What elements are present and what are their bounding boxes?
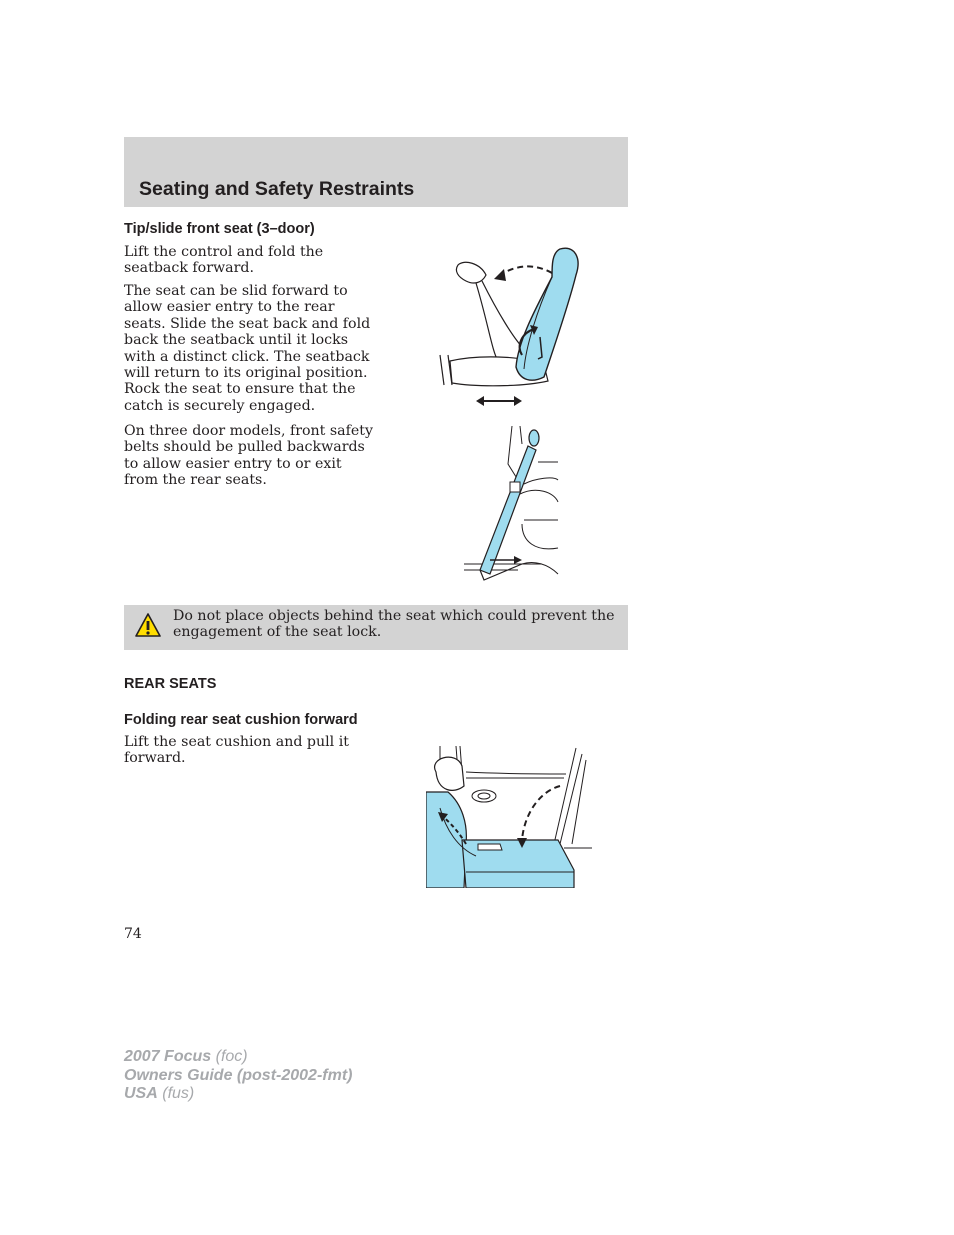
footer-line-2: Owners Guide (post-2002-fmt)	[124, 1066, 353, 1084]
footer-line-1	[124, 1048, 352, 1067]
footer-market-code: (fus)	[162, 1085, 195, 1102]
footer-model: 2007 Focus	[124, 1048, 212, 1065]
tip-slide-seat-illustration	[436, 243, 586, 408]
footer-market: USA	[124, 1085, 158, 1102]
tip-slide-paragraph-1: Lift the control and fold the seatback forward.	[124, 244, 324, 277]
page-number: 74	[124, 926, 142, 942]
warning-text: Do not place objects behind the seat which could prevent the engagement of the seat lock.	[173, 608, 615, 641]
footer	[124, 1048, 352, 1104]
warning-box	[124, 605, 628, 650]
tip-slide-paragraph-2: The seat can be slid forward to allow easier entry to the rear seats. Slide the seat back and fold back the seatback until it locks with a distinct click. The seatback will return to its original position. Rock the seat to ensure that the catch is securely engaged.	[124, 283, 371, 414]
tip-slide-paragraph-3: On three door models, front safety belts should be pulled backwards to allow easier entry to or exit from the rear seats.	[124, 423, 373, 489]
rear-seats-paragraph: Lift the seat cushion and pull it forward.	[124, 734, 349, 767]
footer-line-3	[124, 1085, 352, 1104]
warning-triangle-icon	[134, 612, 162, 638]
rear-seats-heading: REAR SEATS	[124, 676, 217, 692]
tip-slide-heading: Tip/slide front seat (3–door)	[124, 221, 315, 237]
section-title: Seating and Safety Restraints	[139, 178, 415, 200]
footer-model-code: (foc)	[215, 1048, 248, 1065]
rear-seats-subheading: Folding rear seat cushion forward	[124, 712, 358, 728]
seat-belt-illustration	[462, 424, 560, 584]
rear-seat-cushion-illustration	[426, 744, 594, 888]
